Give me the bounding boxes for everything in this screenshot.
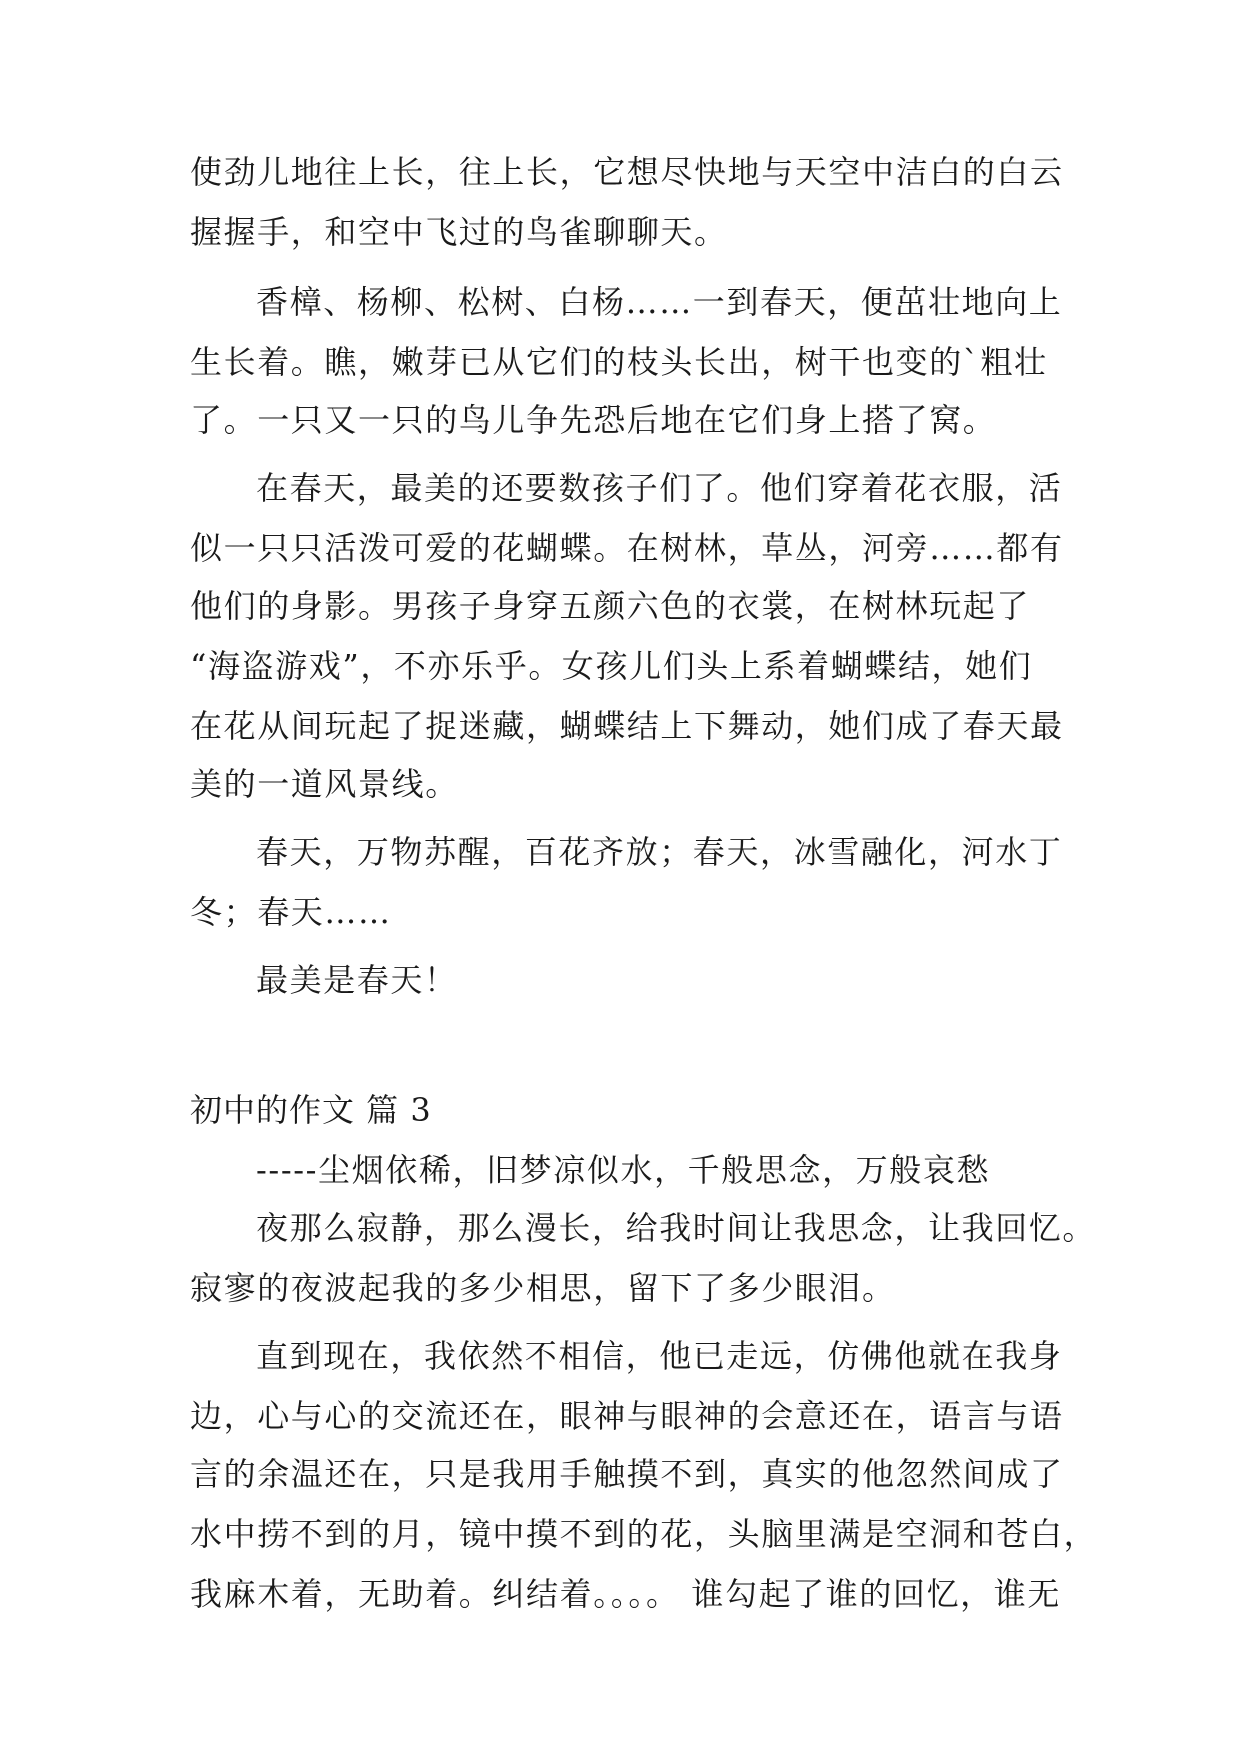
paragraph-first-line: 在春天，最美的还要数孩子们了。他们穿着花衣服，活 [256,469,1063,507]
text-line: 使劲儿地往上长，往上长，它想尽快地与天空中洁白的白云 [190,153,1064,191]
text-line: 冬；春天…… [190,893,392,931]
text-line: 寂寥的夜波起我的多少相思，留下了多少眼泪。 [190,1269,896,1307]
text-line: 握握手，和空中飞过的鸟雀聊聊天。 [190,213,728,251]
text-line: “海盗游戏”，不亦乐乎。女孩儿们头上系着蝴蝶结，她们 [190,647,1033,685]
text-line: 在花从间玩起了捉迷藏，蝴蝶结上下舞动，她们成了春天最 [190,707,1064,745]
paragraph-first-line: 最美是春天！ [256,961,458,999]
text-line: 了。一只又一只的鸟儿争先恐后地在它们身上搭了窝。 [190,401,997,439]
text-line: 言的余温还在，只是我用手触摸不到，真实的他忽然间成了 [190,1455,1064,1493]
paragraph-first-line: 夜那么寂静，那么漫长，给我时间让我思念，让我回忆。 [256,1209,1097,1247]
section-heading: 初中的作文 篇 3 [190,1091,432,1129]
text-line: 我麻木着，无助着。纠结着。。。。 谁勾起了谁的回忆，谁无 [190,1575,1061,1613]
text-line: 边，心与心的交流还在，眼神与眼神的会意还在，语言与语 [190,1397,1064,1435]
text-line: 生长着。瞧，嫩芽已从它们的枝头长出，树干也变的`粗壮 [190,343,1048,381]
text-line: 美的一道风景线。 [190,765,459,803]
paragraph-first-line: 直到现在，我依然不相信，他已走远，仿佛他就在我身 [256,1337,1063,1375]
text-line: 似一只只活泼可爱的花蝴蝶。在树林，草丛，河旁……都有 [190,529,1064,567]
text-line: 水中捞不到的月，镜中摸不到的花，头脑里满是空洞和苍白， [190,1515,1098,1553]
epigraph-line: -----尘烟依稀，旧梦凉似水，千般思念，万般哀愁 [256,1151,991,1189]
text-line: 他们的身影。男孩子身穿五颜六色的衣裳，在树林玩起了 [190,587,1031,625]
paragraph-first-line: 香樟、杨柳、松树、白杨……一到春天，便茁壮地向上 [256,283,1063,321]
paragraph-first-line: 春天，万物苏醒，百花齐放；春天，冰雪融化，河水丁 [256,833,1063,871]
